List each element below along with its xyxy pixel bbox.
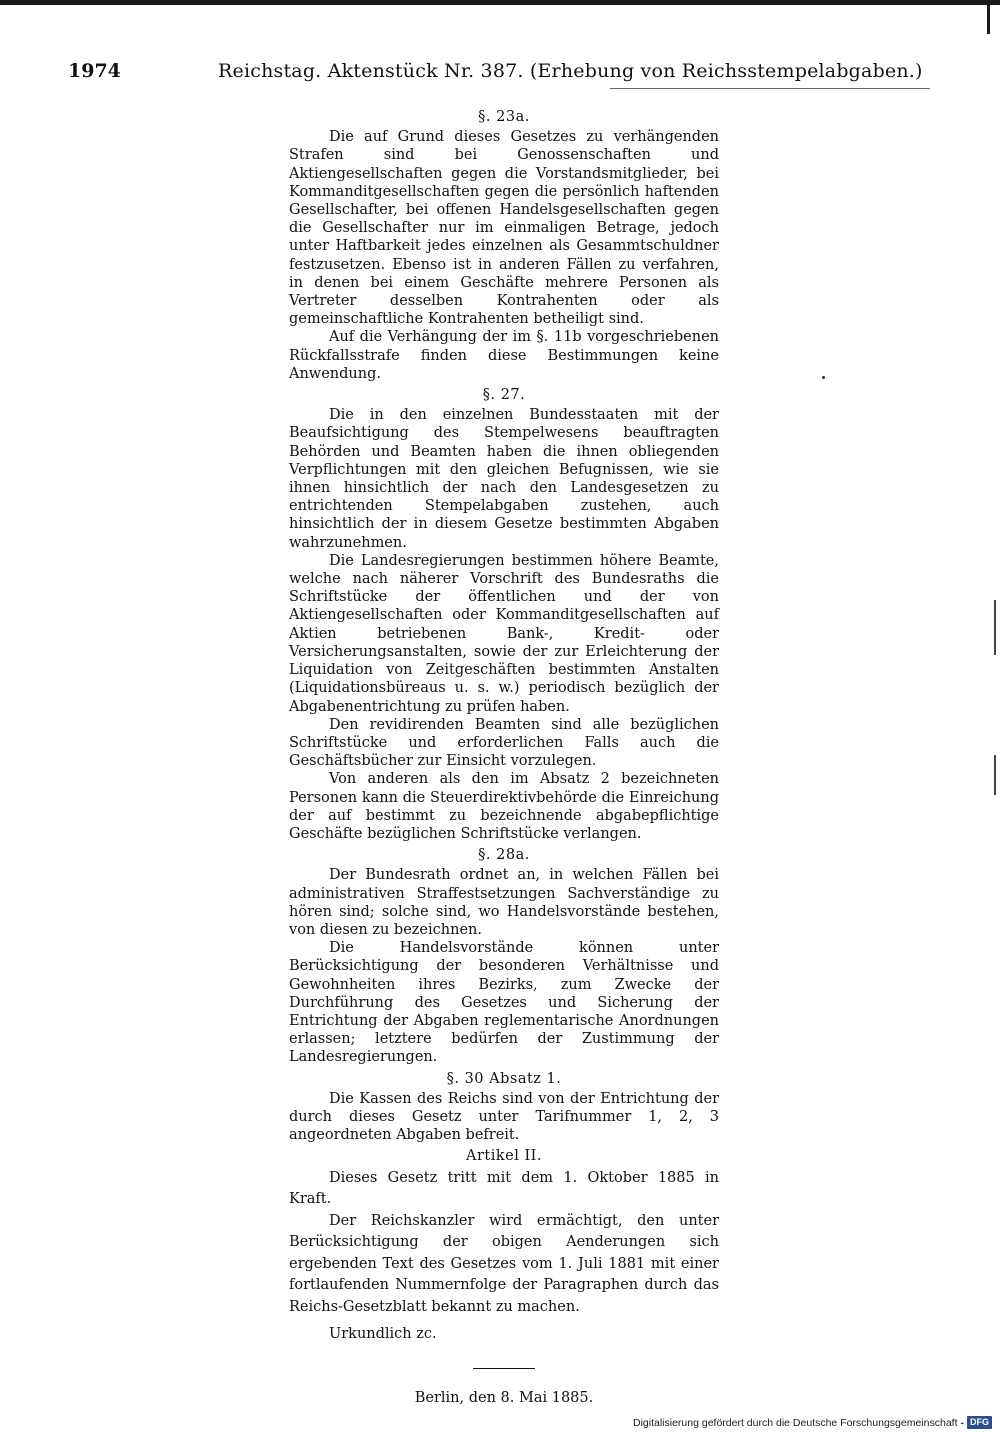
section-27 (289, 386, 719, 843)
footer-text: Digitalisierung gefördert durch die Deutsche Forschungsgemeinschaft (632, 1416, 958, 1429)
paragraph: Der Reichskanzler wird ermächtigt, den unter Berücksichtigung der obigen Aenderungen sich ergebenden Text des Gesetzes vom 1. Juli 1881 mit einer fortlaufenden Nummernfolge der Paragraphen durch das Reichs-Gesetzblatt bekannt zu machen. (289, 1212, 719, 1315)
article-ii (289, 1147, 719, 1345)
dfg-logo: DFG (967, 1416, 992, 1429)
section-30 (289, 1070, 719, 1145)
paragraph: Die in den einzelnen Bundesstaaten mit der Beaufsichtigung des Stempelwesens beauftragten Behörden und Beamten haben die ihnen obliegenden Verpflichtungen mit den gleichen Befugnissen, wie sie ihnen hinsichtlich der nach den Landesgesetzen zu entrichtenden Stempelabgaben zustehen, auch hinsichtlich der in diesem Gesetze bestimmten Abgaben wahrzunehmen. (289, 407, 719, 551)
top-edge-rule-end (987, 0, 990, 34)
paragraph: Dieses Gesetz tritt mit dem 1. Oktober 1885 in Kraft. (289, 1169, 719, 1208)
section-28a (289, 846, 719, 1066)
paragraph: Die auf Grund dieses Gesetzes zu verhängenden Strafen sind bei Genossenschaften und Aktiengesellschaften gegen die Vorstandsmitglieder, bei Kommanditgesellschaften gegen die persönlich haftenden Gesellschafter, bei offenen Handelsgesellschaften gegen die Gesellschafter nur im einmaligen Betrage, jedoch unter Haftbarkeit jedes einzelnen als Gesammtschuldner festzusetzen. Ebenso ist in anderen Fällen zu verfahren, in denen bei einem Geschäfte mehrere Personen als Vertreter desselben Kontrahenten oder als gemeinschaftliche Kontrahenten betheiligt sind. (289, 129, 719, 328)
separator-rule (473, 1368, 535, 1369)
paragraph: Den revidirenden Beamten sind alle bezüglichen Schriftstücke und erforderlichen Falls auch die Geschäftsbücher zur Einsicht vorzulegen. (289, 716, 719, 770)
section-23a (289, 108, 719, 383)
section-heading: Artikel II. (465, 1148, 543, 1165)
section-heading: §. 27. (482, 387, 526, 404)
place-date: Berlin, den 8. Mai 1885. (414, 1389, 594, 1406)
paragraph: Die Kassen des Reichs sind von der Entrichtung der durch dieses Gesetz unter Tarifnummer 1, 2, 3 angeordneten Abgaben befreit. (289, 1090, 719, 1144)
paragraph: Die Handelsvorstände können unter Berücksichtigung der besonderen Verhältnisse und Gewohnheiten ihres Bezirks, zum Zwecke der Durchführung des Gesetzes und Sicherung der Entrichtung der Abgaben reglementarische Anordnungen erlassen; letztere bedürfen der Zustimmung der Landesregierungen. (289, 940, 719, 1066)
page-header (68, 60, 923, 86)
header-rule (610, 88, 930, 89)
paragraph: Auf die Verhängung der im §. 11b vorgeschriebenen Rückfallsstrafe finden diese Bestimmungen keine Anwendung. (289, 329, 719, 382)
paragraph: Der Bundesrath ordnet an, in welchen Fällen bei administrativen Straffestsetzungen Sachverständige zu hören sind; solche sind, wo Handelsvorstände bestehen, von diesen zu bezeichnen. (289, 867, 719, 938)
page-number: 1974 (68, 60, 121, 82)
section-heading: §. 30 Absatz 1. (446, 1070, 562, 1087)
footer-dash: - (960, 1416, 964, 1429)
top-edge-rule (0, 0, 1000, 5)
section-heading: §. 23a. (478, 109, 530, 125)
paragraph: Von anderen als den im Absatz 2 bezeichneten Personen kann die Steuerdirektivbehörde die Einreichung der auf bestimmt zu bezeichnende abgabepflichtige Geschäfte bezüglichen Schriftstücke verlangen. (289, 771, 719, 842)
margin-mark (994, 600, 996, 655)
closing-formula: Urkundlich zc. (329, 1326, 437, 1343)
print-speck (822, 376, 825, 379)
text-column (289, 105, 719, 1407)
paragraph: Die Landesregierungen bestimmen höhere Beamte, welche nach näherer Vorschrift des Bundesraths die Schriftstücke der öffentlichen und der von Aktiengesellschaften oder Kommanditgesellschaften auf Aktien betriebenen Bank-, Kredit- oder Versicherungsanstalten, sowie der zur Erleichterung der Liquidation von Zeitgeschäften bestimmten Anstalten (Liquidationsbüreaus u. s. w.) periodisch bezüglich der Abgabenentrichtung zu prüfen haben. (289, 552, 719, 715)
section-heading: §. 28a. (478, 847, 530, 864)
running-title: Reichstag. Aktenstück Nr. 387. (Erhebung von Reichsstempelabgaben.) (218, 60, 923, 82)
digitization-footer (633, 1415, 992, 1430)
margin-mark (994, 755, 996, 795)
